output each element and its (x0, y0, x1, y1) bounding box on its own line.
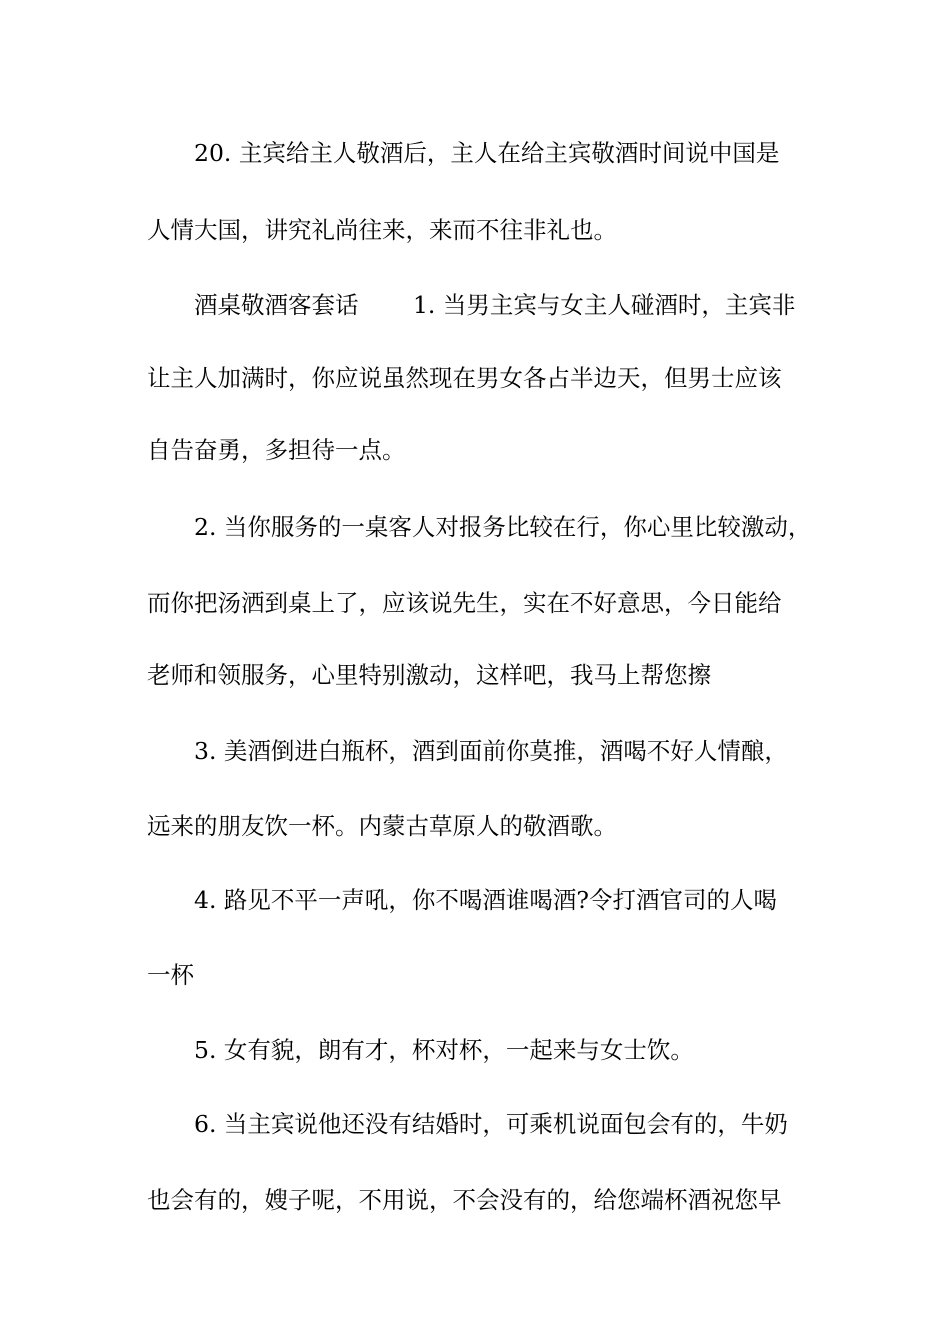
paragraph-line: 远来的朋友饮一杯。内蒙古草原人的敬酒歌。 (147, 812, 617, 840)
paragraph-line: 酒桌敬酒客套话 1. 当男主宾与女主人碰酒时，主宾非 (194, 291, 796, 319)
paragraph-line: 人情大国，讲究礼尚往来，来而不往非礼也。 (147, 216, 617, 244)
paragraph-line: 20. 主宾给主人敬酒后，主人在给主宾敬酒时间说中国是 (194, 139, 780, 167)
paragraph-line: 3. 美酒倒进白瓶杯，酒到面前你莫推，酒喝不好人情酿， (194, 737, 788, 765)
paragraph-line: 6. 当主宾说他还没有结婚时，可乘机说面包会有的，牛奶 (194, 1110, 788, 1138)
paragraph-line: 也会有的，嫂子呢，不用说，不会没有的，给您端杯酒祝您早 (147, 1186, 782, 1214)
paragraph-line: 自告奋勇，多担待一点。 (147, 436, 406, 464)
paragraph-line: 5. 女有貌，朗有才，杯对杯，一起来与女士饮。 (194, 1036, 694, 1064)
paragraph-line: 4. 路见不平一声吼，你不喝酒谁喝酒?令打酒官司的人喝 (194, 886, 777, 914)
paragraph-line: 让主人加满时，你应说虽然现在男女各占半边天，但男士应该 (147, 364, 782, 392)
paragraph-line: 老师和领服务，心里特别激动，这样吧，我马上帮您擦 (147, 661, 711, 689)
paragraph-line: 而你把汤洒到桌上了，应该说先生，实在不好意思，今日能给 (147, 589, 782, 617)
paragraph-line: 一杯 (147, 961, 194, 989)
paragraph-line: 2. 当你服务的一桌客人对报务比较在行，你心里比较激动， (194, 513, 812, 541)
